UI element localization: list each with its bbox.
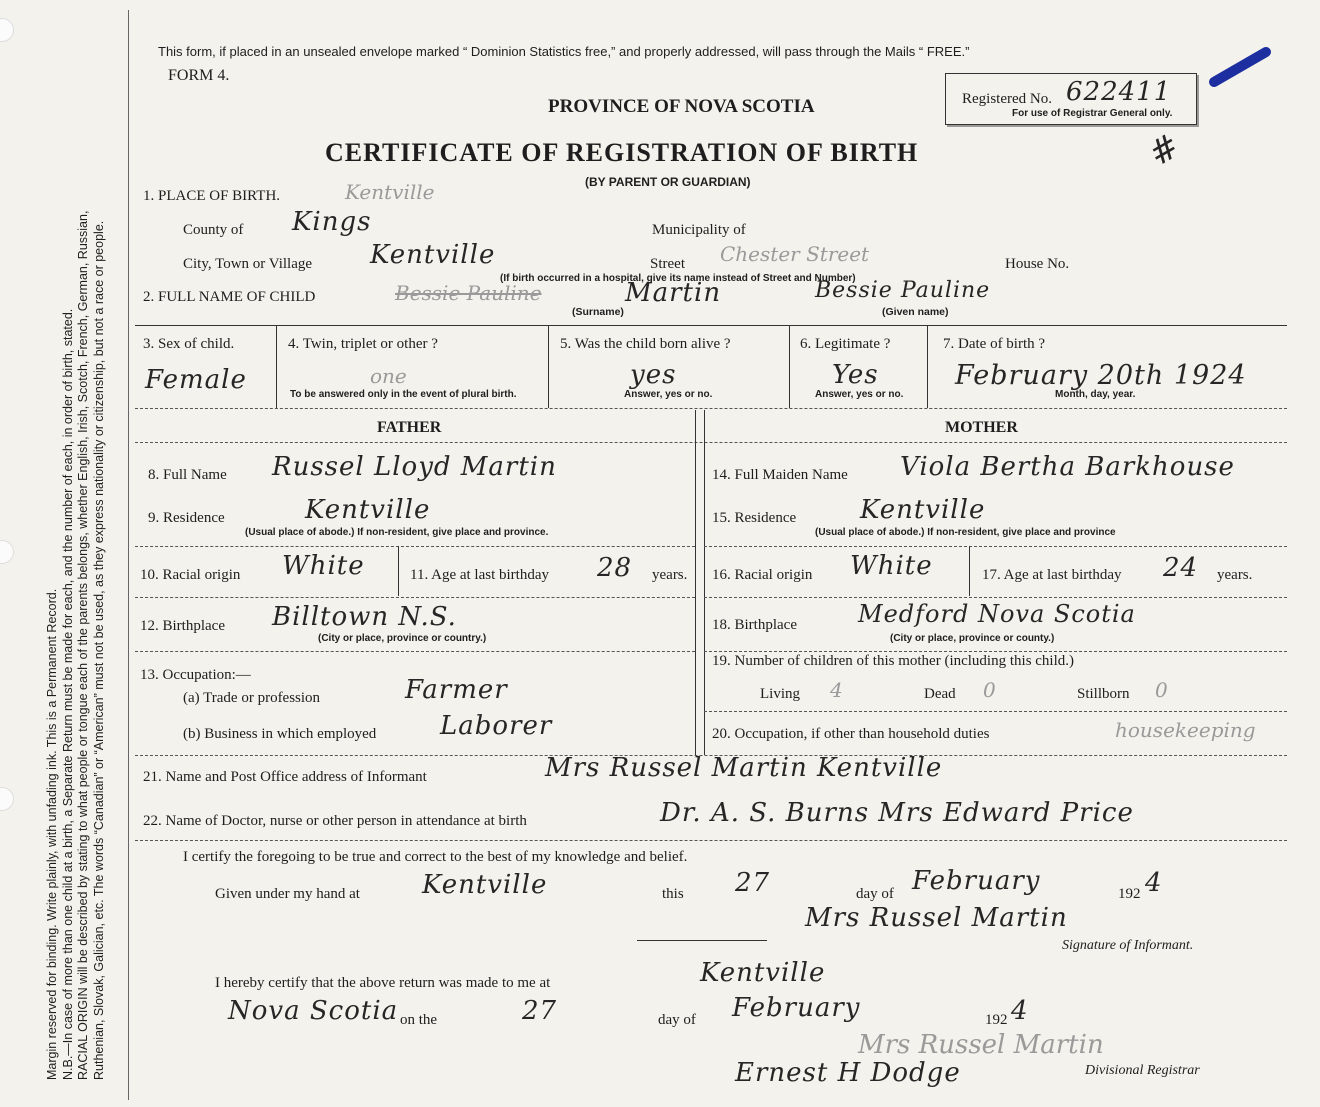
street-label: Street — [650, 256, 685, 272]
margin-note-3: RACIAL ORIGIN will be described by stating to what people or tongue each of the parents belongs, whether English, Irish, Scotch, French, German, Russian, — [76, 210, 90, 1080]
row3-top-border — [135, 325, 1287, 326]
father-name-value: Russel Lloyd Martin — [272, 452, 557, 482]
mother-age-label: 17. Age at last birthday — [982, 567, 1122, 583]
mother-birthplace-note: (City or place, province or county.) — [890, 633, 1055, 644]
father-name-label: 8. Full Name — [148, 467, 227, 483]
mail-notice: This form, if placed in an unsealed envelope marked “ Dominion Statistics free,” and properly addressed, will pass through the Mails “ FREE.” — [158, 44, 970, 59]
mother-rule-4 — [704, 711, 1287, 712]
mother-race-divider — [969, 546, 970, 596]
father-residence-note: (Usual place of abode.) If non-resident, give place and province. — [245, 527, 549, 538]
row3-divider-4 — [927, 325, 928, 408]
mother-rule-2 — [704, 597, 1287, 598]
given-under-label: Given under my hand at — [215, 886, 360, 902]
mother-race-value: White — [850, 551, 933, 581]
registrar-day-value: 27 — [522, 996, 558, 1026]
born-alive-note: Answer, yes or no. — [624, 389, 713, 400]
father-age-value: 28 — [597, 553, 633, 583]
children-count-label: 19. Number of children of this mother (including this child.) — [712, 653, 1075, 669]
place-of-birth-label: 1. PLACE OF BIRTH. — [143, 188, 281, 204]
dead-value: 0 — [983, 678, 996, 702]
sex-label: 3. Sex of child. — [143, 336, 235, 352]
province-heading: PROVINCE OF NOVA SCOTIA — [548, 96, 815, 117]
house-number-label: House No. — [1005, 256, 1070, 272]
signature-blank-line — [637, 940, 767, 941]
living-value: 4 — [830, 678, 843, 702]
father-race-label: 10. Racial origin — [140, 567, 241, 583]
child-name-struck: Bessie Pauline — [395, 281, 542, 305]
registrar-day-of-label: day of — [658, 1012, 696, 1028]
business-value: Laborer — [440, 711, 553, 741]
surname-caption: (Surname) — [572, 306, 624, 318]
date-of-birth-value: February 20th 1924 — [955, 360, 1247, 391]
mother-birthplace-label: 18. Birthplace — [712, 617, 797, 633]
registrar-year-prefix: 192 — [985, 1012, 1008, 1028]
born-alive-value: yes — [630, 360, 677, 390]
mother-occupation-value: housekeeping — [1115, 718, 1256, 742]
father-residence-label: 9. Residence — [148, 510, 225, 526]
registrar-month-value: February — [732, 993, 861, 1023]
father-race-divider — [398, 546, 399, 596]
certify-year-suffix: 4 — [1145, 868, 1163, 898]
certify-year-prefix: 192 — [1118, 886, 1141, 902]
mother-heading: MOTHER — [945, 419, 1018, 436]
mother-occupation-label: 20. Occupation, if other than household duties — [712, 726, 990, 742]
father-rule-1 — [135, 546, 695, 547]
place-of-birth-value: Kentville — [345, 180, 435, 204]
certify-statement: I certify the foregoing to be true and correct to the best of my knowledge and belief. — [183, 849, 688, 865]
pencil-mark: # — [1141, 125, 1188, 175]
mother-name-label: 14. Full Maiden Name — [712, 467, 848, 483]
father-rule-3 — [135, 651, 695, 652]
trade-label: (a) Trade or profession — [183, 690, 321, 706]
on-the-label: on the — [400, 1012, 438, 1028]
father-residence-value: Kentville — [305, 495, 431, 525]
certificate-title: CERTIFICATE OF REGISTRATION OF BIRTH — [325, 138, 919, 167]
mother-residence-note: (Usual place of abode.) If non-resident, give place and province — [815, 527, 1116, 538]
mother-residence-value: Kentville — [860, 495, 986, 525]
row3-bottom-border — [135, 408, 1287, 409]
margin-note-1: Margin reserved for binding. Write plainly, with unfading ink. This is a Permanent Record. — [45, 588, 59, 1080]
father-years-label: years. — [652, 567, 688, 583]
row3-divider-2 — [548, 325, 549, 408]
father-birthplace-label: 12. Birthplace — [140, 618, 225, 634]
mother-birthplace-value: Medford Nova Scotia — [858, 600, 1136, 628]
registered-label: Registered No. — [962, 91, 1052, 107]
stillborn-label: Stillborn — [1077, 686, 1130, 702]
punch-hole-bottom — [0, 787, 14, 811]
faint-informant-signature: Mrs Russel Martin — [858, 1030, 1104, 1060]
date-of-birth-note: Month, day, year. — [1055, 389, 1136, 400]
registrar-statement: I hereby certify that the above return was made to me at — [215, 975, 551, 991]
margin-instructions — [45, 60, 107, 1080]
stillborn-value: 0 — [1155, 678, 1168, 702]
legitimate-note: Answer, yes or no. — [815, 389, 904, 400]
municipality-label: Municipality of — [652, 222, 746, 238]
registrar-province-value: Nova Scotia — [228, 996, 399, 1026]
city-label: City, Town or Village — [183, 256, 313, 272]
father-rule-2 — [135, 597, 695, 598]
given-name-caption: (Given name) — [882, 306, 949, 318]
hospital-note: (If birth occurred in a hospital, give its name instead of Street and Number) — [500, 273, 856, 284]
divisional-registrar-label: Divisional Registrar — [1085, 1063, 1200, 1078]
parents-center-line-2 — [704, 410, 705, 755]
father-race-value: White — [282, 551, 365, 581]
child-surname: Martin — [625, 278, 722, 308]
sex-value: Female — [145, 365, 247, 395]
punch-hole-middle — [0, 540, 14, 564]
day-of-label: day of — [856, 886, 894, 902]
county-value: Kings — [292, 207, 372, 237]
doctor-label: 22. Name of Doctor, nurse or other person in attendance at birth — [143, 813, 527, 829]
mother-race-label: 16. Racial origin — [712, 567, 813, 583]
father-birthplace-note: (City or place, province or country.) — [318, 633, 487, 644]
informant-value: Mrs Russel Martin Kentville — [545, 753, 943, 783]
informant-signature-label: Signature of Informant. — [1062, 938, 1194, 953]
trade-value: Farmer — [405, 675, 508, 705]
twin-value: one — [370, 364, 407, 388]
mother-name-value: Viola Bertha Barkhouse — [900, 452, 1235, 482]
father-heading: FATHER — [377, 419, 442, 436]
mother-rule-3 — [704, 651, 1287, 652]
row3-divider-1 — [276, 325, 277, 408]
father-age-label: 11. Age at last birthday — [410, 567, 549, 583]
child-given-name: Bessie Pauline — [815, 278, 991, 303]
city-value: Kentville — [370, 240, 496, 270]
registrar-place-value: Kentville — [700, 958, 826, 988]
punch-hole-top — [0, 18, 14, 42]
mother-residence-label: 15. Residence — [712, 510, 797, 526]
business-label: (b) Business in which employed — [183, 726, 377, 742]
blue-ink-mark — [1207, 45, 1273, 89]
certify-month-value: February — [912, 866, 1041, 896]
this-label: this — [662, 886, 684, 902]
street-value: Chester Street — [720, 242, 870, 266]
registrar-year-suffix: 4 — [1011, 996, 1029, 1026]
occupation-label: 13. Occupation:— — [140, 667, 251, 683]
mother-years-label: years. — [1217, 567, 1253, 583]
row3-divider-3 — [789, 325, 790, 408]
certificate-subtitle: (BY PARENT OR GUARDIAN) — [585, 175, 751, 189]
mother-age-value: 24 — [1163, 553, 1199, 583]
margin-note-2: N.B.—In case of more than one child at a birth, a Separate Return must be made for each, and the number of each, in order of birth, stated. — [60, 308, 75, 1080]
margin-note-4: Ruthenian, Slovak, Galician, etc. The words “Canadian” or “American” must not be used, as they express nationality or citizenship, but not a race or people. — [91, 220, 106, 1080]
given-place-value: Kentville — [422, 870, 548, 900]
legitimate-value: Yes — [832, 360, 879, 390]
mother-rule-1 — [704, 546, 1287, 547]
legitimate-label: 6. Legitimate ? — [800, 336, 891, 352]
child-name-label: 2. FULL NAME OF CHILD — [143, 289, 316, 305]
doctor-bottom-rule — [135, 840, 1287, 841]
date-of-birth-label: 7. Date of birth ? — [943, 336, 1046, 352]
form-number: FORM 4. — [168, 67, 230, 84]
twin-note: To be answered only in the event of plural birth. — [290, 389, 517, 400]
registered-number: 622411 — [1066, 77, 1172, 107]
dead-label: Dead — [924, 686, 956, 702]
registered-number-box — [945, 73, 1197, 125]
father-birthplace-value: Billtown N.S. — [272, 602, 457, 632]
certify-day-value: 27 — [735, 868, 771, 898]
parents-heading-rule — [135, 442, 1287, 443]
parents-center-line-1 — [695, 410, 696, 755]
informant-label: 21. Name and Post Office address of Informant — [143, 769, 427, 785]
registrar-general-note: For use of Registrar General only. — [1012, 108, 1173, 119]
born-alive-label: 5. Was the child born alive ? — [560, 336, 731, 352]
doctor-value: Dr. A. S. Burns Mrs Edward Price — [660, 798, 1134, 828]
county-label: County of — [183, 222, 244, 238]
registrar-signature: Ernest H Dodge — [735, 1058, 961, 1088]
twin-label: 4. Twin, triplet or other ? — [288, 336, 438, 352]
binding-margin-line — [128, 10, 129, 1100]
informant-signature: Mrs Russel Martin — [805, 903, 1068, 933]
living-label: Living — [760, 686, 800, 702]
